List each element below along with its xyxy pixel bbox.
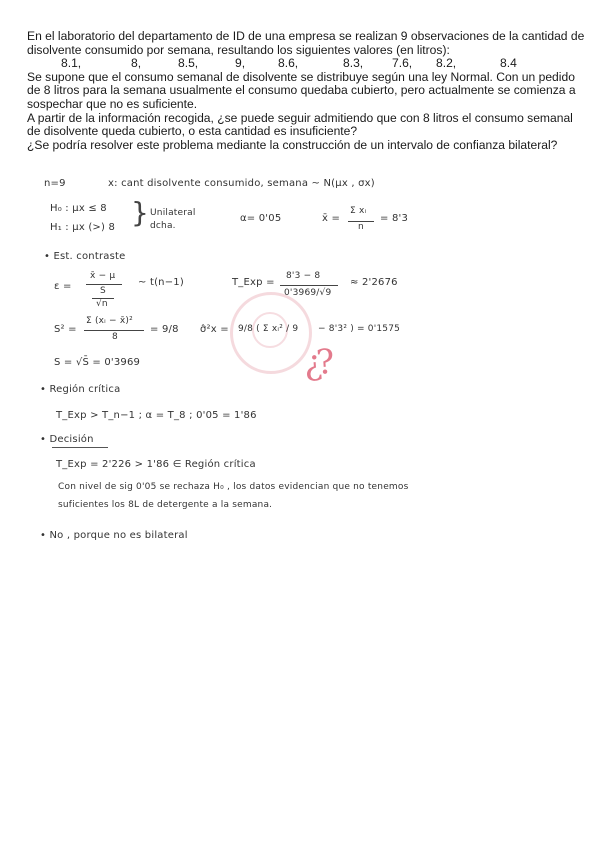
value-item: 8.2, bbox=[436, 56, 457, 71]
hw-unilateral: Unilateral bbox=[150, 208, 196, 218]
fraction-line bbox=[86, 284, 122, 285]
hw-decision-line: T_Exp = 2'226 > 1'86 ∈ Región crítica bbox=[56, 459, 256, 470]
hw-xbar-label: x̄ = bbox=[322, 213, 341, 224]
heading-underline bbox=[52, 447, 108, 448]
hw-s2-denominator: 8 bbox=[112, 332, 118, 342]
hw-epsilon-numerator: x̄ − μ bbox=[90, 271, 116, 281]
value-item: 7.6, bbox=[392, 56, 413, 71]
hw-critical-region-heading: • Región crítica bbox=[40, 384, 121, 395]
hw-epsilon-label: ε = bbox=[54, 281, 72, 292]
hw-final-answer: • No , porque no es bilateral bbox=[40, 530, 188, 541]
hw-xbar-denominator: n bbox=[358, 222, 364, 232]
hw-texp-value: ≈ 2'2676 bbox=[350, 277, 398, 288]
hw-decision-heading: • Decisión bbox=[40, 434, 94, 445]
hw-conclusion-line-2: suficientes los 8L de detergente a la semana. bbox=[58, 500, 273, 510]
hw-xbar-value: = 8'3 bbox=[380, 213, 409, 224]
hw-texp-numerator: 8'3 − 8 bbox=[286, 271, 321, 281]
hw-sigma-result: − 8'3² ) = 0'1575 bbox=[318, 324, 401, 334]
hw-s2-fraction: = 9/8 bbox=[150, 324, 179, 335]
hw-xbar-numerator: Σ xᵢ bbox=[350, 206, 367, 216]
hw-null-hypothesis: H₀ : μx ≤ 8 bbox=[50, 203, 107, 214]
problem-statement bbox=[27, 30, 587, 152]
value-item: 8.5, bbox=[178, 56, 199, 71]
problem-paragraph-3: A partir de la información recogida, ¿se puede seguir admitiendo que con 8 litros el consumo semanal de disolvente queda cubierto, o esta cantidad es insuficiente? bbox=[27, 110, 573, 139]
hw-sigma-expression: 9/8 ( Σ xᵢ² / 9 bbox=[238, 324, 299, 334]
brace-icon: } bbox=[131, 196, 149, 229]
hw-texp-denominator: 0'3969/√9 bbox=[284, 288, 332, 298]
hw-alt-hypothesis: H₁ : μx (>) 8 bbox=[50, 222, 116, 233]
value-item: 8, bbox=[131, 56, 142, 71]
hw-texp-label: T_Exp = bbox=[232, 277, 275, 288]
value-item: 8.3, bbox=[343, 56, 364, 71]
hw-test-statistic-heading: • Est. contraste bbox=[44, 251, 126, 262]
hw-epsilon-sqrt-n: √n bbox=[96, 299, 108, 309]
hw-sigma-label: σ̂²x = bbox=[200, 324, 229, 335]
problem-paragraph-1: En el laboratorio del departamento de ID de una empresa se realizan 9 observaciones de la cantidad de disolvente consumido por semana, resultando los siguientes valores (en litros): bbox=[27, 29, 585, 57]
value-item: 9, bbox=[235, 56, 246, 71]
hw-conclusion-line-1: Con nivel de sig 0'05 se rechaza H₀ , los datos evidencian que no tenemos bbox=[58, 482, 409, 492]
problem-paragraph-2: Se supone que el consumo semanal de disolvente se distribuye según una ley Normal. Con un pedido de 8 litros para la semana usualmente el consumo quedaba cubierto, pero actualmente se comienza a sospechar que no es suficiente. bbox=[27, 69, 576, 111]
hw-critical-region-formula: T_Exp > T_n−1 ; α = T_8 ; 0'05 = 1'86 bbox=[56, 410, 257, 421]
hw-standard-deviation: S = √S̄ = 0'3969 bbox=[54, 357, 141, 368]
hw-sample-size: n=9 bbox=[44, 178, 66, 189]
hw-alpha: α= 0'05 bbox=[240, 213, 282, 224]
observed-values bbox=[61, 57, 587, 71]
hw-variable-definition: x: cant disolvente consumido, semana ~ N(μx , σx) bbox=[108, 178, 375, 189]
fraction-line bbox=[84, 330, 144, 331]
value-item: 8.1, bbox=[61, 56, 82, 71]
value-item: 8.4 bbox=[500, 56, 517, 71]
hw-s2-numerator: Σ (xᵢ − x̄)² bbox=[86, 316, 133, 326]
fraction-line bbox=[280, 285, 338, 286]
question-marks: ¿? bbox=[302, 342, 330, 384]
hw-epsilon-s: S bbox=[100, 286, 106, 296]
problem-paragraph-4: ¿Se podría resolver este problema mediante la construcción de un intervalo de confianza bilateral? bbox=[27, 137, 558, 152]
value-item: 8.6, bbox=[278, 56, 299, 71]
hw-s2-label: S² = bbox=[54, 324, 77, 335]
hw-dcha: dcha. bbox=[150, 221, 176, 231]
hw-epsilon-distribution: ~ t(n−1) bbox=[138, 277, 184, 288]
